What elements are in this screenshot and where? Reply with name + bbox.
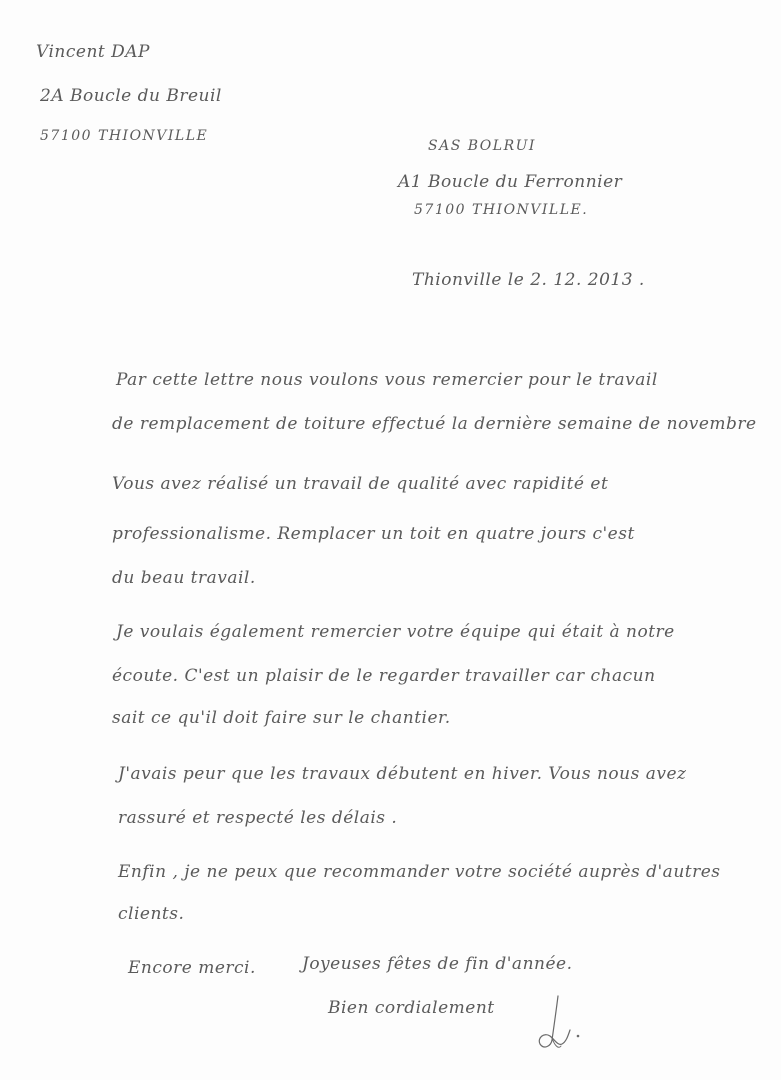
- recipient-company: SAS BOLRUI: [428, 138, 536, 154]
- closing-wishes: Joyeuses fêtes de fin d'année.: [302, 954, 573, 974]
- closing-regards: Bien cordialement: [328, 998, 495, 1018]
- handwritten-signature: [528, 992, 588, 1062]
- closing-thanks: Encore merci.: [128, 958, 256, 978]
- body-line: rassuré et respecté les délais .: [118, 808, 398, 828]
- sender-city: 57100 THIONVILLE: [40, 128, 209, 144]
- body-line: écoute. C'est un plaisir de le regarder travailler car chacun: [112, 666, 656, 686]
- body-line: du beau travail.: [112, 568, 256, 588]
- body-line: Je voulais également remercier votre équipe qui était à notre: [116, 622, 675, 642]
- body-line: Par cette lettre nous voulons vous remercier pour le travail: [116, 370, 658, 390]
- body-line: professionalisme. Remplacer un toit en quatre jours c'est: [112, 524, 635, 544]
- body-line: de remplacement de toiture effectué la dernière semaine de novembre: [112, 414, 757, 434]
- recipient-street: A1 Boucle du Ferronnier: [398, 172, 623, 192]
- sender-name: Vincent DAP: [36, 42, 150, 62]
- body-line: sait ce qu'il doit faire sur le chantier.: [112, 708, 451, 728]
- body-line: clients.: [118, 904, 185, 924]
- body-line: Enfin , je ne peux que recommander votre société auprès d'autres: [118, 862, 721, 882]
- date-line: Thionville le 2. 12. 2013 .: [412, 270, 645, 290]
- body-line: Vous avez réalisé un travail de qualité avec rapidité et: [112, 474, 609, 494]
- recipient-city: 57100 THIONVILLE.: [414, 202, 589, 218]
- body-line: J'avais peur que les travaux débutent en hiver. Vous nous avez: [118, 764, 687, 784]
- sender-street: 2A Boucle du Breuil: [40, 86, 222, 106]
